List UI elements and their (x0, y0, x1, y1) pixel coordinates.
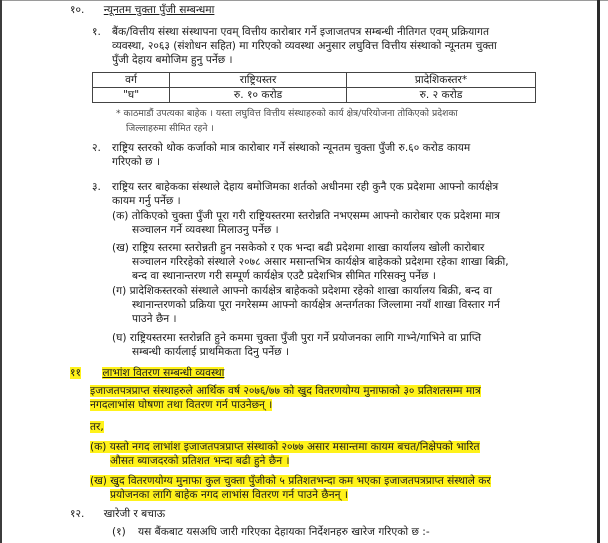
left-border (0, 0, 2, 543)
footnote-line-2: जिल्लाहरुमा सीमित रहने । (126, 123, 214, 134)
clause-kha-line-1: (ख) राष्ट्रिय स्तरमा स्तरोन्नती हुन नसकेको र एक भन्दा बढी प्रदेशमा शाखा कार्यालय खोली कारोबार (112, 242, 485, 254)
section-11-intro-line-1: इजाजतपत्रप्राप्त संस्थाहरुले आर्थिक वर्ष २०७६/७७ को खुद वितरणयोग्य मुनाफाको ३० प्रतिशतसम्म मात्र (90, 385, 481, 397)
table-header-cell: प्रादेशिकस्तर* (346, 73, 535, 88)
section-11-clause-kha-line-2: प्रयोजनका लागि बाहेक नगद लाभांस वितरण गर्न पाउने छैनन् । (110, 489, 348, 501)
capital-table (92, 72, 536, 103)
clause-ka-line-1: (क) तोकिएको चुक्ता पुँजी पूरा गरी राष्ट्रियस्तरमा स्तरोन्नति नभएसम्म आफ्नो कारोबार एक प्रदेशमा मात्र (112, 210, 501, 222)
para-3-line-2: कायम गर्नु पर्नेछ । (112, 195, 181, 207)
section-12-title: खारेजी र बचाऊ (103, 508, 166, 520)
clause-ka-line-2: सञ्चालन गर्ने व्यवस्था मिलाउनु पर्नेछ । (132, 224, 279, 236)
section-10-heading (70, 3, 214, 17)
section-11-proviso: तर, (90, 421, 104, 433)
table-cell: "घ" (93, 88, 170, 103)
clause-ga-line-3: पाउने छैन । (132, 313, 177, 325)
para-2-number: २. (92, 142, 101, 154)
para-3-line-1: राष्ट्रिय स्तर बाहेकका संस्थाले देहाय बमोजिमका शर्तको अधीनमा रही कुनै एक प्रदेशमा आफ्नो कार्यक्षेत्र (112, 181, 499, 193)
para-2-line-2: गरिएको छ । (112, 156, 160, 168)
section-11-title: लाभांश वितरण सम्बन्धी व्यवस्था (102, 367, 225, 379)
section-12-number: १२. (70, 508, 85, 520)
section-11-clause-kha-line-1: (ख) खुद वितरणयोग्य मुनाफा कुल चुक्ता पुँजीको ५ प्रतिशतभन्दा कम भएका इजाजतपत्रप्राप्त संस्थाले कर (90, 475, 491, 487)
para-1-line-2: व्यवस्था, २०६३ (संशोधन सहित) मा गरिएको व्यवस्था अनुसार लघुवित्त वित्तीय संस्थाको न्यूनतम चुक्ता (112, 40, 497, 52)
clause-gha-line-2: सम्बन्धी कार्यलाई प्राथमिकता दिनु पर्नेछ । (132, 346, 289, 358)
para-2-line-1: राष्ट्रिय स्तरको थोक कर्जाको मात्र कारोबार गर्ने संस्थाको न्यूनतम चुक्ता पुँजी रु.६० करोड कायम (112, 142, 471, 154)
clause-ga-line-1: (ग) प्रादेशिकस्तरको संस्थाले आफ्नो कार्यक्षेत्र बाहेकको प्रदेशमा रहेको शाखा कार्यालय बिक्री, बन्द वा (112, 285, 492, 297)
para-1-number: १. (92, 26, 101, 38)
table-cell: रु. १० करोड (170, 88, 347, 103)
section-12-heading (70, 507, 165, 521)
table-header-row (93, 73, 536, 88)
clause-kha-line-3: बन्द वा स्थानान्तरण गरी सम्पूर्ण कार्यक्षेत्र एउटै प्रदेशभित्र सीमित गरिसक्नु पर्नेछ । (132, 270, 436, 282)
clause-ga-line-2: स्थानान्तरणको प्रक्रिया पूरा नगरेसम्म आफ्नो कार्यक्षेत्र अन्तर्गतका जिल्लामा नयाँ शाखा विस्तार गर्न (132, 299, 500, 311)
para-3-number: ३. (92, 181, 101, 193)
footnote-line-1: * काठमाडौं उपत्यका बाहेक । यस्ता लघुवित्त वित्तीय संस्थाहरुको कार्य क्षेत्र/परियोजना तोकिएको प्रदेशका (116, 108, 458, 119)
table-header-cell: राष्ट्रियस्तर (170, 73, 347, 88)
section-11-intro-line-2: नगदलाभांस घोषणा तथा वितरण गर्न पाउनेछन् । (90, 399, 273, 411)
section-10-title: न्यूनतम चुक्ता पुँजी सम्बन्धमा (103, 4, 215, 16)
table-row (93, 88, 536, 103)
clause-kha-line-2: सञ्चालन गरिरहेको संस्थाले २०७८ असार मसान्तभित्र कार्यक्षेत्र बाहेकको प्रदेशमा रहेका शाखा बिक्री, (132, 256, 509, 268)
table-cell: रु. २ करोड (346, 88, 535, 103)
table-header-cell: वर्ग (93, 73, 170, 88)
section-11-number: ११ (70, 367, 82, 379)
clause-gha-line-1: (घ) राष्ट्रियस्तरमा स्तरोन्नति हुने कममा चुक्ता पुँजी पुरा गर्ने प्रयोजनका लागि गाभ्ने/गाभिने वा प्राप्ति (112, 332, 482, 344)
section-11-clause-ka-line-1: (क) यस्तो नगद लाभांश इजाजतपत्रप्राप्त संस्थाको २०७७ असार मसान्तमा कायम बचत/निक्षेपको भारित (90, 441, 480, 453)
section-12-para-1: यस बैंकबाट यसअघि जारी गरिएका देहायका निर्देशनहरु खारेज गरिएको छ :- (138, 526, 430, 538)
top-border (0, 0, 608, 1)
right-border (597, 0, 600, 543)
section-12-para-1-number: (१) (112, 526, 126, 538)
para-1-line-1: बैंक/वित्तीय संस्था संस्थापना एवम् वित्तीय कारोबार गर्ने इजाजतपत्र सम्बन्धी नीतिगत एवम् प्रक्रियागत (112, 26, 490, 38)
section-11-clause-ka-line-2: औसत ब्याजदरको प्रतिशत भन्दा बढी हुने छैन । (110, 455, 290, 467)
section-10-number: १०. (70, 4, 85, 16)
para-1-line-3: पुँजी देहाय बमोजिम हुनु पर्नेछ । (112, 54, 233, 66)
section-11-heading (70, 366, 224, 380)
